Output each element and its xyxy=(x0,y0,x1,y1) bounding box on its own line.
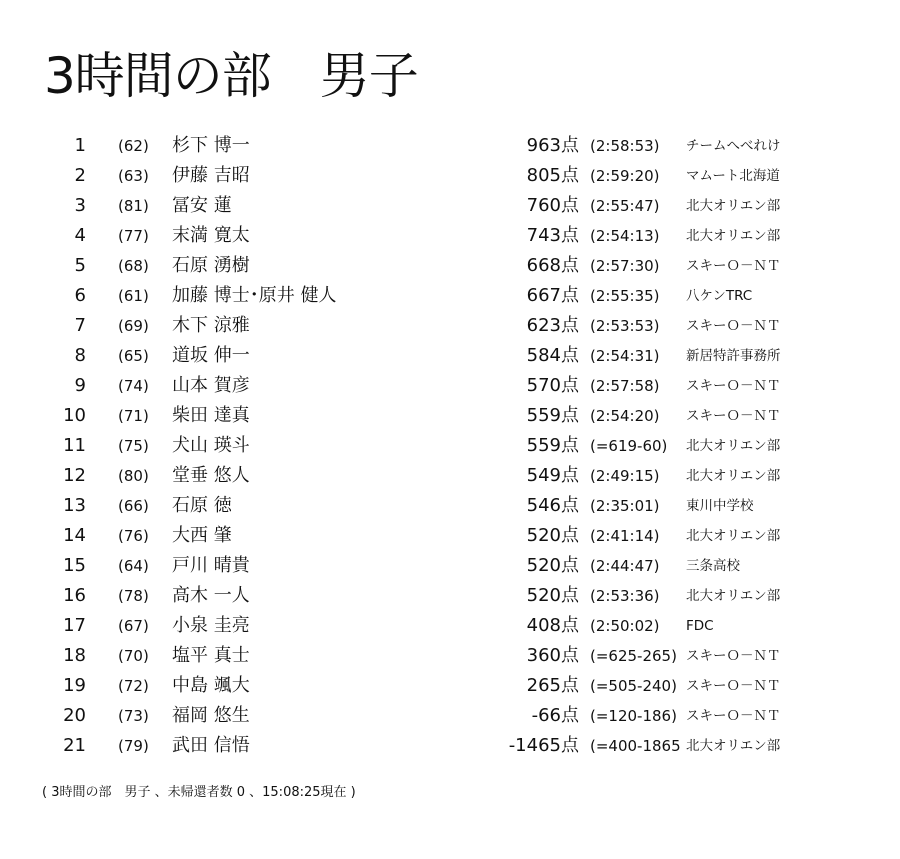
result-row xyxy=(0,431,900,461)
rank-cell: 5 xyxy=(74,255,86,276)
points-cell: 584点 xyxy=(526,345,579,366)
time-cell: (2:53:36) xyxy=(590,587,660,605)
time-cell: (2:55:35) xyxy=(590,287,660,305)
rank-cell: 9 xyxy=(74,375,86,396)
club-cell: 新居特許事務所 xyxy=(686,348,781,364)
club-cell: チームへべれけ xyxy=(686,138,781,154)
points-cell: 265点 xyxy=(526,675,579,696)
time-cell: (2:54:31) xyxy=(590,347,660,365)
status-footer: ( 3時間の部 男子 、未帰還者数 0 、15:08:25現在 ) xyxy=(42,785,356,800)
result-row xyxy=(0,491,900,521)
result-row xyxy=(0,401,900,431)
grade-cell: (71) xyxy=(118,407,149,425)
club-cell: 東川中学校 xyxy=(686,498,754,514)
points-cell: 520点 xyxy=(526,555,579,576)
club-cell: マムート北海道 xyxy=(686,168,780,184)
grade-cell: (78) xyxy=(118,587,149,605)
rank-cell: 21 xyxy=(63,735,86,756)
name-cell: 大西 肇 xyxy=(172,525,232,546)
results-list xyxy=(0,131,900,761)
result-row xyxy=(0,611,900,641)
rank-cell: 18 xyxy=(63,645,86,666)
rank-cell: 4 xyxy=(74,225,86,246)
points-cell: 570点 xyxy=(526,375,579,396)
points-cell: 549点 xyxy=(526,465,579,486)
time-cell: (=505-240) xyxy=(590,677,677,695)
points-cell: 546点 xyxy=(526,495,579,516)
rank-cell: 8 xyxy=(74,345,86,366)
grade-cell: (62) xyxy=(118,137,149,155)
club-cell: スキーＯ－ＮＴ xyxy=(686,678,781,694)
club-cell: 八ケンTRC xyxy=(686,288,753,304)
result-row xyxy=(0,581,900,611)
points-cell: 360点 xyxy=(526,645,579,666)
name-cell: 石原 徳 xyxy=(172,495,232,516)
rank-cell: 12 xyxy=(63,465,86,486)
points-cell: 623点 xyxy=(526,315,579,336)
points-cell: 559点 xyxy=(526,405,579,426)
club-cell: スキーＯ－ＮＴ xyxy=(686,648,781,664)
grade-cell: (63) xyxy=(118,167,149,185)
result-row xyxy=(0,221,900,251)
club-cell: 北大オリエン部 xyxy=(686,468,781,484)
time-cell: (2:57:30) xyxy=(590,257,660,275)
result-row xyxy=(0,521,900,551)
grade-cell: (80) xyxy=(118,467,149,485)
club-cell: 北大オリエン部 xyxy=(686,528,781,544)
rank-cell: 7 xyxy=(74,315,86,336)
grade-cell: (61) xyxy=(118,287,149,305)
grade-cell: (69) xyxy=(118,317,149,335)
name-cell: 杉下 博一 xyxy=(172,135,250,156)
name-cell: 武田 信悟 xyxy=(172,735,250,756)
points-cell: -1465点 xyxy=(508,735,579,756)
time-cell: (=400-1865 xyxy=(590,737,681,755)
grade-cell: (64) xyxy=(118,557,149,575)
grade-cell: (65) xyxy=(118,347,149,365)
grade-cell: (72) xyxy=(118,677,149,695)
name-cell: 福岡 悠生 xyxy=(172,705,250,726)
name-cell: 高木 一人 xyxy=(172,585,250,606)
time-cell: (=625-265) xyxy=(590,647,677,665)
points-cell: 963点 xyxy=(526,135,579,156)
club-cell: スキーＯ－ＮＴ xyxy=(686,408,781,424)
time-cell: (2:58:53) xyxy=(590,137,660,155)
club-cell: 三条高校 xyxy=(686,558,740,574)
rank-cell: 3 xyxy=(74,195,86,216)
rank-cell: 6 xyxy=(74,285,86,306)
points-cell: 559点 xyxy=(526,435,579,456)
name-cell: 道坂 伸一 xyxy=(172,345,250,366)
grade-cell: (73) xyxy=(118,707,149,725)
result-row xyxy=(0,371,900,401)
club-cell: スキーＯ－ＮＴ xyxy=(686,258,781,274)
club-cell: 北大オリエン部 xyxy=(686,228,781,244)
name-cell: 石原 湧樹 xyxy=(172,255,250,276)
rank-cell: 16 xyxy=(63,585,86,606)
club-cell: 北大オリエン部 xyxy=(686,198,781,214)
club-cell: スキーＯ－ＮＴ xyxy=(686,318,781,334)
rank-cell: 2 xyxy=(74,165,86,186)
points-cell: 520点 xyxy=(526,585,579,606)
rank-cell: 11 xyxy=(63,435,86,456)
result-row xyxy=(0,671,900,701)
name-cell: 加藤 博士･原井 健人 xyxy=(172,285,337,306)
grade-cell: (75) xyxy=(118,437,149,455)
name-cell: 犬山 瑛斗 xyxy=(172,435,250,456)
time-cell: (2:54:20) xyxy=(590,407,660,425)
grade-cell: (70) xyxy=(118,647,149,665)
time-cell: (2:54:13) xyxy=(590,227,660,245)
result-row xyxy=(0,131,900,161)
grade-cell: (79) xyxy=(118,737,149,755)
result-row xyxy=(0,341,900,371)
points-cell: 408点 xyxy=(526,615,579,636)
name-cell: 塩平 真士 xyxy=(172,645,250,666)
rank-cell: 13 xyxy=(63,495,86,516)
result-row xyxy=(0,551,900,581)
grade-cell: (77) xyxy=(118,227,149,245)
result-row xyxy=(0,311,900,341)
result-row xyxy=(0,461,900,491)
name-cell: 柴田 達真 xyxy=(172,405,250,426)
time-cell: (2:57:58) xyxy=(590,377,660,395)
result-row xyxy=(0,701,900,731)
name-cell: 中島 颯大 xyxy=(172,675,250,696)
rank-cell: 10 xyxy=(63,405,86,426)
club-cell: 北大オリエン部 xyxy=(686,438,781,454)
result-row xyxy=(0,161,900,191)
result-row xyxy=(0,251,900,281)
time-cell: (2:50:02) xyxy=(590,617,660,635)
rank-cell: 15 xyxy=(63,555,86,576)
name-cell: 末満 寛太 xyxy=(172,225,250,246)
grade-cell: (66) xyxy=(118,497,149,515)
result-row xyxy=(0,641,900,671)
time-cell: (2:53:53) xyxy=(590,317,660,335)
points-cell: 520点 xyxy=(526,525,579,546)
grade-cell: (67) xyxy=(118,617,149,635)
time-cell: (2:41:14) xyxy=(590,527,660,545)
club-cell: FDC xyxy=(686,618,714,634)
points-cell: 760点 xyxy=(526,195,579,216)
club-cell: スキーＯ－ＮＴ xyxy=(686,708,781,724)
result-row xyxy=(0,191,900,221)
club-cell: 北大オリエン部 xyxy=(686,588,781,604)
result-row xyxy=(0,731,900,761)
time-cell: (=619-60) xyxy=(590,437,668,455)
rank-cell: 20 xyxy=(63,705,86,726)
name-cell: 木下 涼雅 xyxy=(172,315,250,336)
grade-cell: (81) xyxy=(118,197,149,215)
points-cell: 805点 xyxy=(526,165,579,186)
name-cell: 堂垂 悠人 xyxy=(172,465,250,486)
rank-cell: 14 xyxy=(63,525,86,546)
result-row xyxy=(0,281,900,311)
name-cell: 戸川 晴貴 xyxy=(172,555,250,576)
name-cell: 山本 賀彦 xyxy=(172,375,250,396)
time-cell: (2:55:47) xyxy=(590,197,660,215)
rank-cell: 1 xyxy=(74,135,86,156)
club-cell: スキーＯ－ＮＴ xyxy=(686,378,781,394)
time-cell: (2:44:47) xyxy=(590,557,660,575)
grade-cell: (76) xyxy=(118,527,149,545)
points-cell: 743点 xyxy=(526,225,579,246)
points-cell: 667点 xyxy=(526,285,579,306)
points-cell: -66点 xyxy=(531,705,579,726)
rank-cell: 19 xyxy=(63,675,86,696)
grade-cell: (74) xyxy=(118,377,149,395)
name-cell: 小泉 圭亮 xyxy=(172,615,250,636)
points-cell: 668点 xyxy=(526,255,579,276)
name-cell: 冨安 蓮 xyxy=(172,195,232,216)
time-cell: (2:35:01) xyxy=(590,497,660,515)
time-cell: (2:59:20) xyxy=(590,167,660,185)
name-cell: 伊藤 吉昭 xyxy=(172,165,250,186)
rank-cell: 17 xyxy=(63,615,86,636)
grade-cell: (68) xyxy=(118,257,149,275)
club-cell: 北大オリエン部 xyxy=(686,738,781,754)
page-title: 3時間の部 男子 xyxy=(44,47,418,105)
time-cell: (2:49:15) xyxy=(590,467,660,485)
time-cell: (=120-186) xyxy=(590,707,677,725)
